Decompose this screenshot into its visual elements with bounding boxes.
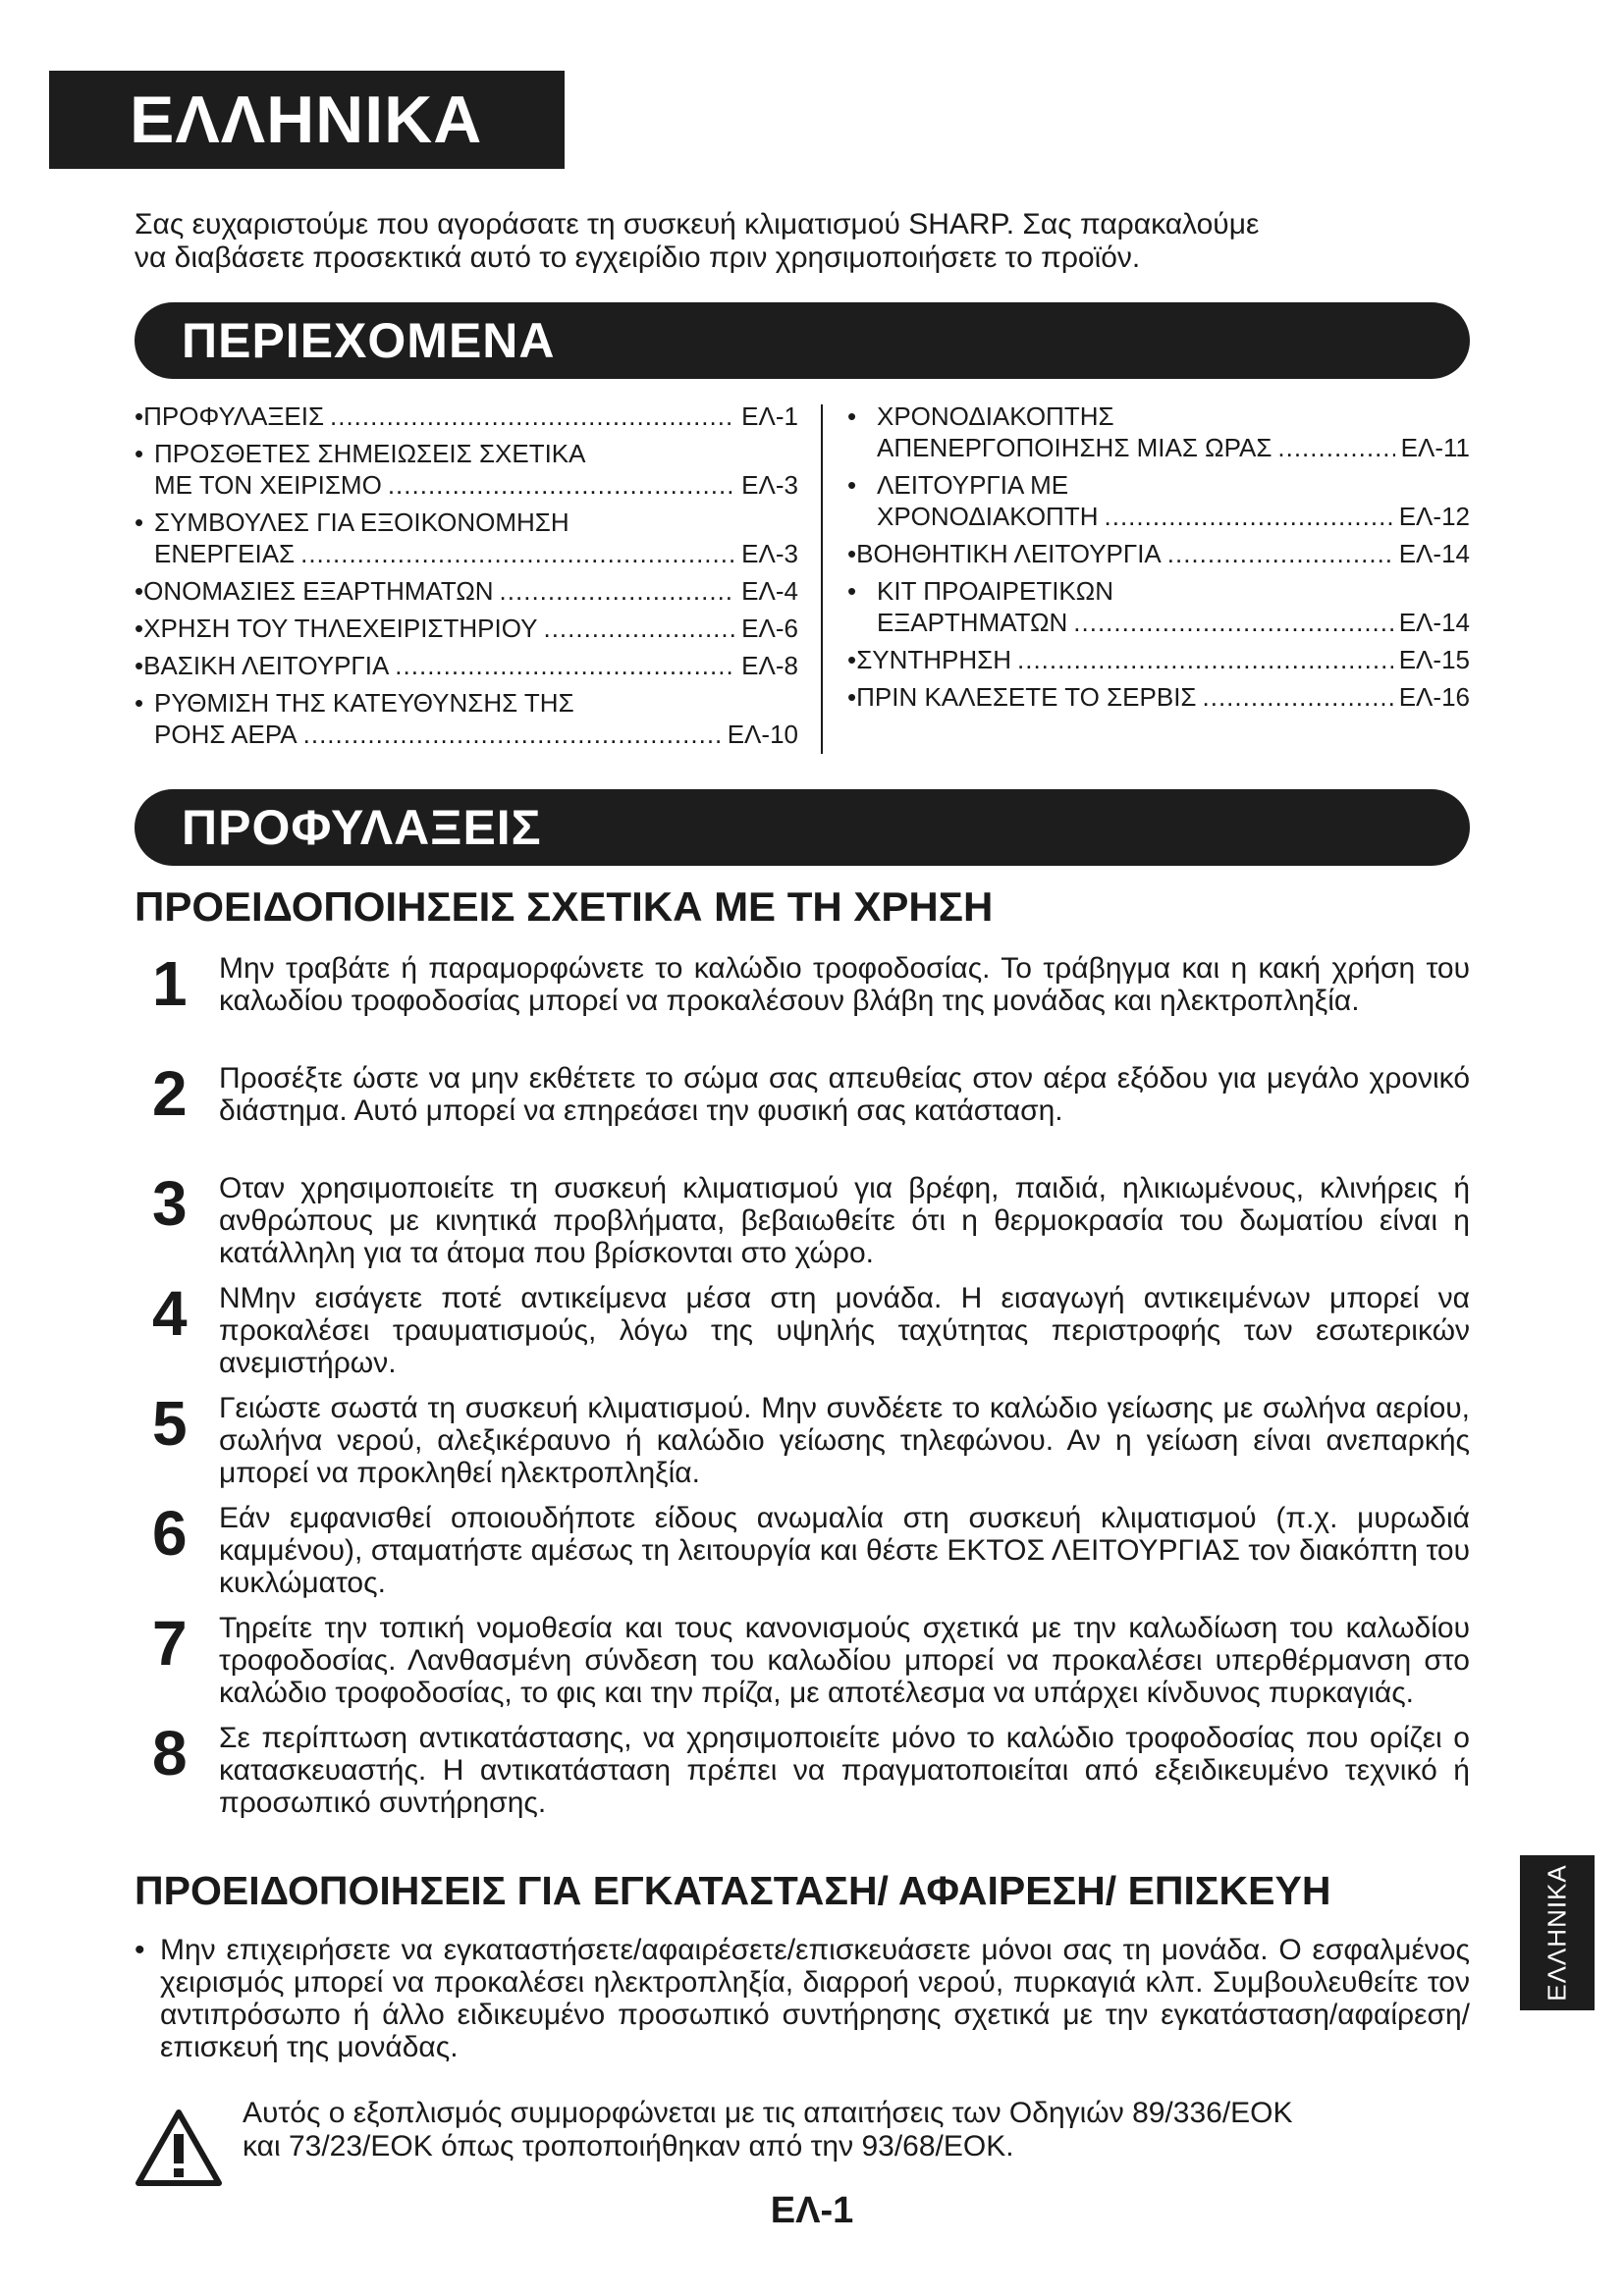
warning-item [135,1168,1470,1270]
warning-item [135,1608,1470,1710]
toc-entry-title: ΕΞΑΡΤΗΜΑΤΩΝ [877,608,1068,637]
toc-page-number: ΕΛ-16 [1398,682,1470,712]
install-note-text: Μην επιχειρήσετε να εγκαταστήσετε/αφαιρέσετε/επισκευάσετε μόνοι σας τη μονάδα. Ο εσφαλμένος χειρισμός μπορεί να προκαλέσει ηλεκτροπληξία, διαρροή νερού, πυρκαγιά κλπ. Συμβουλευθείτε τον αντιπρόσωπο ή άλλο ειδικευμένο προσωπικό συντήρησης σχετικά με την εγκατάσταση/αφαίρεση/επισκευή της μονάδας. [160,1934,1470,2063]
warning-number: 8 [152,1718,188,1789]
warning-number: 1 [152,948,188,1019]
toc-bullet: • [135,688,144,718]
toc-leader-dots [1105,501,1393,532]
toc-entry-title: ΠΡΟΦΥΛΑΞΕΙΣ [143,401,325,431]
toc-leader-dots [1203,681,1393,713]
toc-page-number: ΕΛ-3 [741,539,798,568]
warning-text: Οταν χρησιμοποιείτε τη συσκευή κλιματισμού για βρέφη, παιδιά, ηλικιωμένους, κλινήρεις ή ανθρώπους με κινητικά προβλήματα, βεβαιωθείτε ότι η θερμοκρασία του δωματίου είναι η κατάλληλη για τα άτομα που βρίσκονται στο χώρο. [219,1172,1470,1269]
install-warnings-heading: ΠΡΟΕΙΔΟΠΟΙΗΣΕΙΣ ΓΙΑ ΕΓΚΑΤΑΣΤΑΣΗ/ ΑΦΑΙΡΕΣΗ/ ΕΠΙΣΚΕΥΗ [135,1868,1331,1913]
side-language-tab-label: ΕΛΛΗΝΙΚΑ [1542,1864,1572,2002]
toc-entry-title: ΕΝΕΡΓΕΙΑΣ [154,539,296,568]
toc-entry-title: ΚΙΤ ΠΡΟΑΙΡΕΤΙΚΩΝ [877,576,1113,606]
toc-leader-dots [1167,538,1393,569]
compliance-statement [243,2097,1470,2163]
warning-item [135,1498,1470,1600]
toc-page-number: ΕΛ-14 [1398,539,1470,568]
warning-text: Γειώστε σωστά τη συσκευή κλιματισμού. Μην συνδέετε το καλώδιο γείωσης με σωλήνα αερίου, σωλήνα νερού, αλεξικέραυνο ή καλώδιο γείωσης τηλεφώνου. Αν η γείωση είναι ανεπαρκής μπορεί να προκληθεί ηλεκτροπληξία. [219,1392,1470,1489]
toc-leader-dots [330,400,735,432]
warning-item [135,948,1470,1050]
warning-text: Σε περίπτωση αντικατάστασης, να χρησιμοποιείτε μόνο το καλώδιο τροφοδοσίας που ορίζει ο κατασκευαστής. Η αντικατάσταση πρέπει να πραγματοποιείται από εξειδικευμένο τεχνικό ή προσωπικό συντήρησης. [219,1722,1470,1819]
toc-entry-title: ΜΕ ΤΟΝ ΧΕΙΡΙΣΜΟ [154,470,382,500]
toc-entry-line [847,607,1470,638]
intro-line: Σας ευχαριστούμε που αγοράσατε τη συσκευή κλιματισμού SHARP. Σας παρακαλούμε [135,208,1260,240]
toc-entry [135,687,798,750]
toc-bullet: • [847,645,857,674]
toc-page-number: ΕΛ-1 [741,401,798,431]
toc-bullet: • [135,576,144,606]
toc-entry-title: ΣΥΝΤΗΡΗΣΗ [856,645,1012,674]
toc-leader-dots [500,575,736,607]
toc-entry [135,613,798,644]
table-of-contents [135,400,1470,754]
toc-entry [135,507,798,569]
toc-entry-title: ΒΟΗΘΗΤΙΚΗ ΛΕΙΤΟΥΡΓΙΑ [856,539,1162,568]
toc-bullet: • [135,651,144,680]
toc-entry-title: ΠΡΟΣΘΕΤΕΣ ΣΗΜΕΙΩΣΕΙΣ ΣΧΕΤΙΚΑ [154,439,586,468]
toc-entry-title: ΧΡΟΝΟΔΙΑΚΟΠΤΗ [877,502,1099,531]
bullet: • [135,1934,145,1966]
toc-bullet: • [135,439,144,468]
warning-triangle-icon [135,2109,223,2187]
toc-leader-dots [1073,607,1392,638]
toc-entry-line [847,432,1470,463]
toc-entry-title: ΣΥΜΒΟΥΛΕΣ ΓΙΑ ΕΞΟΙΚΟΝΟΜΗΣΗ [154,507,569,537]
toc-leader-dots [388,469,735,501]
toc-bullet: • [847,576,857,606]
warning-number: 7 [152,1608,188,1679]
warning-number: 2 [152,1058,188,1129]
toc-leader-dots [1277,432,1394,463]
toc-entry-title: ΡΟΗΣ ΑΕΡΑ [154,720,298,749]
toc-entry [135,438,798,501]
toc-entry-line [847,501,1470,532]
page-number: ΕΛ-1 [770,2190,854,2231]
toc-page-number: ΕΛ-8 [741,651,798,680]
toc-leader-dots [1017,644,1393,675]
intro-line: να διαβάσετε προσεκτικά αυτό το εγχειρίδιο πριν χρησιμοποιήσετε το προϊόν. [135,241,1141,274]
toc-right-column [847,400,1470,719]
toc-entry [135,400,798,432]
toc-entry-line [135,719,798,750]
toc-bullet: • [135,507,144,537]
toc-entry-title: ΡΥΘΜΙΣΗ ΤΗΣ ΚΑΤΕΥΘΥΝΣΗΣ ΤΗΣ [154,688,574,718]
install-note [135,1934,1470,2063]
toc-page-number: ΕΛ-14 [1398,608,1470,637]
toc-entry [847,575,1470,638]
toc-entry-title: ΟΝΟΜΑΣΙΕΣ ΕΞΑΡΤΗΜΑΤΩΝ [143,576,494,606]
warning-text: Εάν εμφανισθεί οποιουδήποτε είδους ανωμαλία στη συσκευή κλιματισμού (π.χ. μυρωδιά καμμένου), σταματήστε αμέσως τη λειτουργία και θέστε ΕΚΤΟΣ ΛΕΙΤΟΥΡΓΙΑΣ τον διακόπτη του κυκλώματος. [219,1502,1470,1599]
toc-entry-title: ΧΡΗΣΗ ΤΟΥ ΤΗΛΕΧΕΙΡΙΣΤΗΡΙΟΥ [143,614,538,643]
toc-entry [847,538,1470,569]
toc-entry [135,575,798,607]
toc-leader-dots [543,613,735,644]
toc-entry-title: ΧΡΟΝΟΔΙΑΚΟΠΤΗΣ [877,401,1114,431]
toc-entry-line [135,538,798,569]
toc-entry-line [847,575,1470,607]
toc-bullet: • [847,470,857,500]
warning-number: 5 [152,1388,188,1459]
toc-entry [847,469,1470,532]
toc-divider [821,404,823,754]
toc-entry [847,681,1470,713]
toc-page-number: ΕΛ-12 [1398,502,1470,531]
toc-entry-title: ΛΕΙΤΟΥΡΓΙΑ ΜΕ [877,470,1069,500]
use-warnings-heading: ΠΡΟΕΙΔΟΠΟΙΗΣΕΙΣ ΣΧΕΤΙΚΑ ΜΕ ΤΗ ΧΡΗΣΗ [135,883,994,930]
warning-text: Μην τραβάτε ή παραμορφώνετε το καλώδιο τροφοδοσίας. Το τράβηγμα και η κακή χρήση του καλωδίου τροφοδοσίας μπορεί να προκαλέσουν βλάβη της μονάδας και ηλεκτροπληξία. [219,952,1470,1017]
toc-page-number: ΕΛ-10 [727,720,798,749]
toc-leader-dots [303,719,722,750]
intro-text [135,208,1470,275]
toc-entry-line [847,681,1470,713]
toc-entry-line [847,469,1470,501]
toc-entry-title: ΒΑΣΙΚΗ ΛΕΙΤΟΥΡΓΙΑ [143,651,390,680]
side-language-tab [1520,1855,1595,2010]
warning-text: Προσέξτε ώστε να μην εκθέτετε το σώμα σας απευθείας στον αέρα εξόδου για μεγάλο χρονικό διάστημα. Αυτό μπορεί να επηρεάσει την φυσική σας κατάσταση. [219,1062,1470,1127]
toc-entry-line [135,687,798,719]
toc-entry-title: ΠΡΙΝ ΚΑΛΕΣΕΤΕ ΤΟ ΣΕΡΒΙΣ [856,682,1197,712]
precautions-heading: ΠΡΟΦΥΛΑΞΕΙΣ [135,789,1470,866]
warning-number: 4 [152,1278,188,1349]
toc-entry-line [847,538,1470,569]
warning-text: Τηρείτε την τοπική νομοθεσία και τους κανονισμούς σχετικά με την καλωδίωση του καλωδίου τροφοδοσίας. Λανθασμένη σύνδεση του καλωδίου μπορεί να προκαλέσει υπερθέρμανση στο καλώδιο τροφοδοσίας, το φις και την πρίζα, με αποτέλεσμα να υπάρχει κίνδυνος πυρκαγιάς. [219,1612,1470,1709]
toc-entry-line [135,469,798,501]
toc-bullet: • [847,401,857,431]
toc-page-number: ΕΛ-11 [1400,433,1470,462]
toc-entry [847,644,1470,675]
toc-entry-line [847,644,1470,675]
toc-leader-dots [300,538,735,569]
toc-entry-title: ΑΠΕΝΕΡΓΟΠΟΙΗΣΗΣ ΜΙΑΣ ΩΡΑΣ [877,433,1272,462]
toc-page-number: ΕΛ-6 [741,614,798,643]
compliance-line: Αυτός ο εξοπλισμός συμμορφώνεται με τις απαιτήσεις των Οδηγιών 89/336/ΕΟΚ [243,2097,1293,2129]
toc-entry-line [135,613,798,644]
toc-entry-line [135,575,798,607]
toc-entry [135,650,798,681]
warning-number: 3 [152,1168,188,1239]
toc-page-number: ΕΛ-3 [741,470,798,500]
toc-bullet: • [847,539,857,568]
warning-text: ΝΜην εισάγετε ποτέ αντικείμενα μέσα στη μονάδα. Η εισαγωγή αντικειμένων μπορεί να προκαλέσει τραυματισμούς, λόγω της υψηλής ταχύτητας περιστροφής των εσωτερικών ανεμιστήρων. [219,1282,1470,1379]
toc-entry-line [135,650,798,681]
warning-item [135,1388,1470,1490]
toc-bullet: • [135,401,144,431]
warning-number: 6 [152,1498,188,1569]
toc-entry-line [135,438,798,469]
warning-item [135,1058,1470,1160]
toc-page-number: ΕΛ-4 [741,576,798,606]
warning-item [135,1278,1470,1380]
toc-entry-line [135,507,798,538]
toc-entry-line [135,400,798,432]
contents-heading: ΠΕΡΙΕΧΟΜΕΝΑ [135,302,1470,379]
toc-left-column [135,400,798,756]
warning-item [135,1718,1470,1820]
toc-page-number: ΕΛ-15 [1398,645,1470,674]
use-warnings-list [135,948,1470,1832]
toc-entry [847,400,1470,463]
toc-leader-dots [395,650,735,681]
toc-bullet: • [847,682,857,712]
toc-entry-line [847,400,1470,432]
toc-bullet: • [135,614,144,643]
compliance-line: και 73/23/ΕΟΚ όπως τροποποιήθηκαν από την 93/68/ΕΟΚ. [243,2130,1014,2163]
language-banner: ΕΛΛΗΝΙΚΑ [49,71,565,169]
